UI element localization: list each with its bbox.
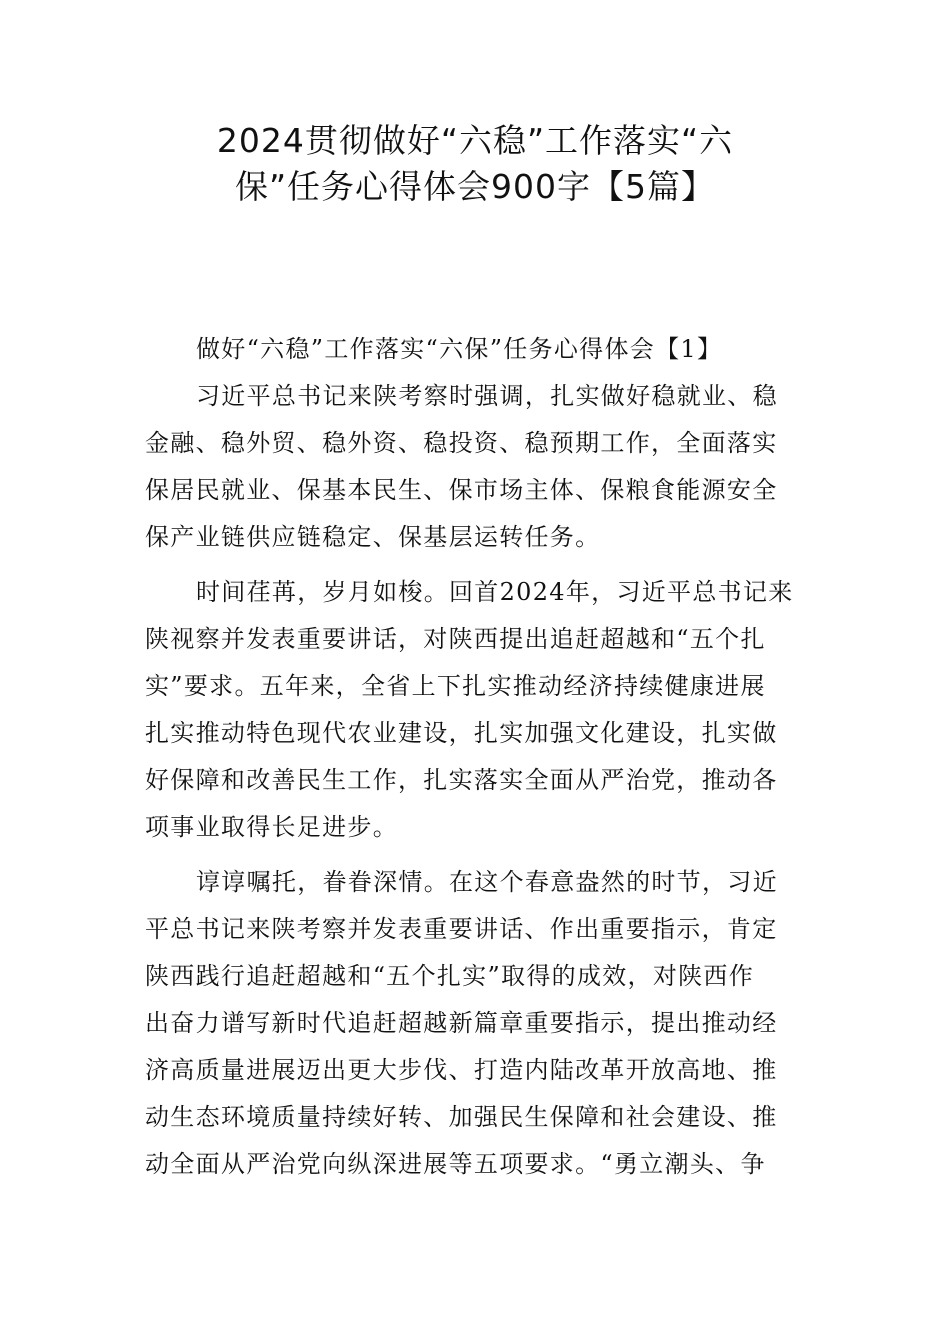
title-line-1: 2024贯彻做好“六稳”工作落实“六	[216, 121, 734, 160]
paragraph-line: 保产业链供应链稳定、保基层运转任务。	[145, 523, 601, 551]
title-line-2: 保”任务心得体会900字【5篇】	[234, 167, 716, 206]
paragraph-line: 动全面从严治党向纵深进展等五项要求。“勇立潮头、争	[145, 1150, 766, 1178]
paragraph-line: 实”要求。五年来，全省上下扎实推动经济持续健康进展	[145, 672, 766, 700]
paragraph-line: 出奋力谱写新时代追赶超越新篇章重要指示，提出推动经	[145, 1009, 778, 1037]
paragraph-line: 陕西践行追赶超越和“五个扎实”取得的成效，对陕西作	[145, 962, 755, 990]
document-title	[140, 118, 810, 210]
paragraph-line: 动生态环境质量持续好转、加强民生保障和社会建设、推	[145, 1103, 778, 1131]
section-subheading: 做好“六稳”工作落实“六保”任务心得体会【1】	[196, 335, 723, 363]
paragraph-line: 项事业取得长足进步。	[145, 813, 398, 841]
paragraph-line: 时间荏苒，岁月如梭。回首2024年，习近平总书记来	[196, 578, 794, 606]
paragraph-line: 好保障和改善民生工作，扎实落实全面从严治党，推动各	[145, 766, 778, 794]
paragraph-line: 济高质量进展迈出更大步伐、打造内陆改革开放高地、推	[145, 1056, 778, 1084]
paragraph-2	[145, 569, 805, 851]
paragraph-line: 陕视察并发表重要讲话，对陕西提出追赶超越和“五个扎	[145, 625, 766, 653]
paragraph-1	[145, 373, 805, 561]
paragraph-line: 扎实推动特色现代农业建设，扎实加强文化建设，扎实做	[145, 719, 778, 747]
paragraph-line: 金融、稳外贸、稳外资、稳投资、稳预期工作，全面落实	[145, 429, 778, 457]
paragraph-line: 习近平总书记来陕考察时强调，扎实做好稳就业、稳	[196, 382, 778, 410]
paragraph-line: 保居民就业、保基本民生、保市场主体、保粮食能源安全	[145, 476, 778, 504]
paragraph-line: 谆谆嘱托，眷眷深情。在这个春意盎然的时节，习近	[196, 868, 778, 896]
document-body	[145, 326, 805, 1196]
paragraph-line: 平总书记来陕考察并发表重要讲话、作出重要指示，肯定	[145, 915, 778, 943]
paragraph-3	[145, 859, 805, 1188]
